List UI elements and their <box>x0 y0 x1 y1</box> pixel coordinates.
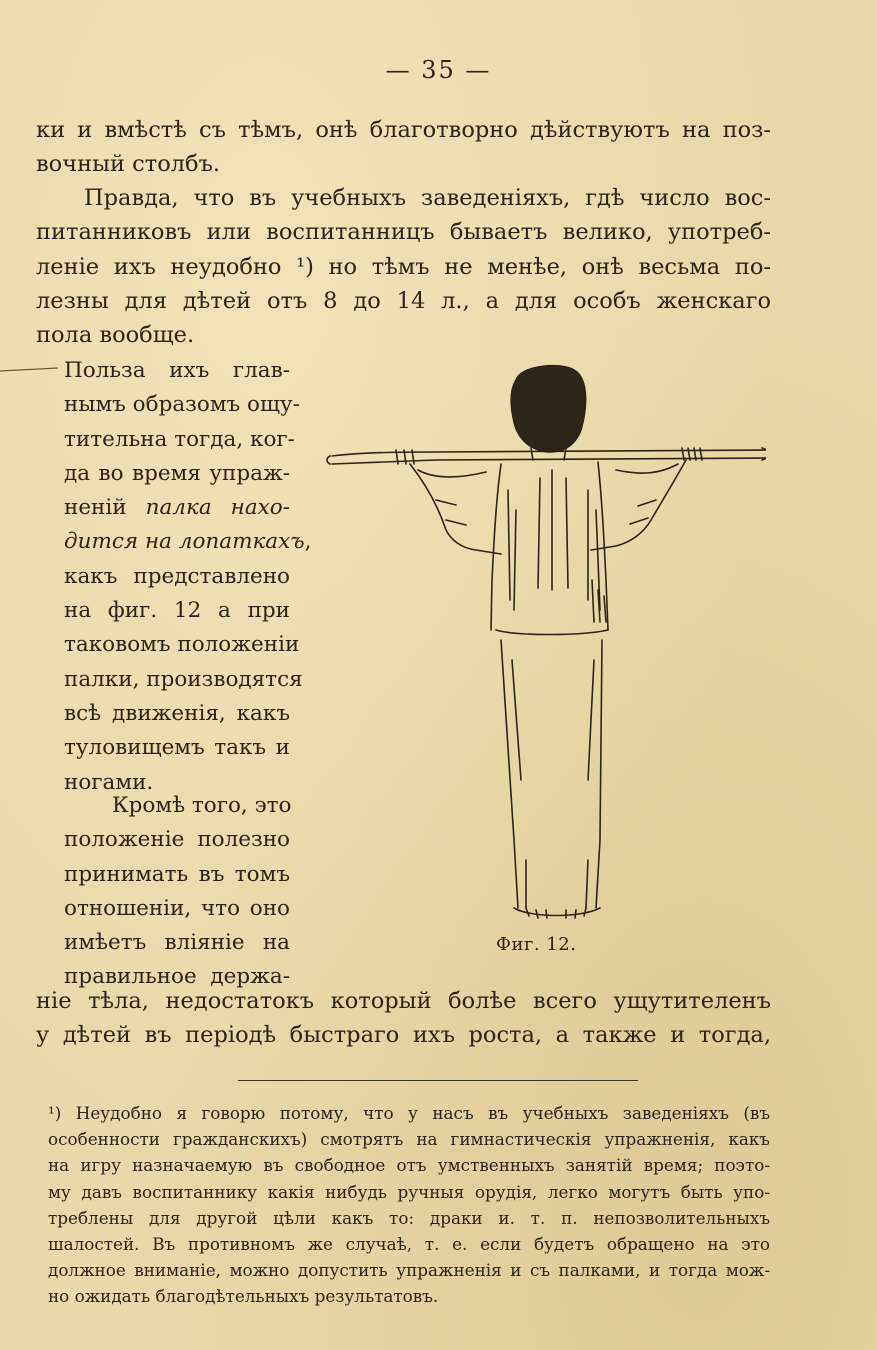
text-line: правильное держа- <box>64 964 290 990</box>
paragraph-pravda <box>36 181 771 352</box>
text-line-italic: неній палка нахо- <box>64 495 290 521</box>
footnote-line: но ожидать благодѣтельныхъ результатовъ. <box>48 1286 439 1307</box>
paragraph-krome <box>64 789 290 995</box>
footnote-line: ¹) Неудобно я говорю потому, что у насъ въ учебныхъ заведеніяхъ (въ <box>48 1103 770 1123</box>
figure-legs <box>501 640 602 908</box>
footnote-line: должное вниманіе, можно допустить упражненія и съ палками, и тогда мож- <box>48 1260 770 1281</box>
text-line: отношеніи, что оно <box>64 895 290 921</box>
figure-illustration <box>326 360 766 920</box>
footnote-line: на игру назначаемую въ свободное отъ умственныхъ занятій время; поэто- <box>48 1155 770 1176</box>
text-line: принимать въ томъ <box>64 861 290 887</box>
footnote-line: му давъ воспитаннику какія нибудь ручныя орудія, легко могутъ быть упо- <box>48 1181 770 1202</box>
paragraph-bottom <box>36 984 771 1053</box>
text-line: у дѣтей въ періодѣ быстраго ихъ роста, а также и тогда, <box>36 1022 771 1049</box>
footnote <box>48 1100 770 1310</box>
text-line: на фиг. 12 а при <box>64 598 290 624</box>
text-line-italic: дится на лопаткахъ, <box>64 529 312 555</box>
paragraph-polza <box>64 354 312 800</box>
text-line: палки, производятся <box>64 666 303 692</box>
page-number: — 35 — <box>385 56 492 84</box>
text-line: вочный столбъ. <box>36 151 221 178</box>
text-line: леніе ихъ неудобно ¹) но тѣмъ не менѣе, онѣ весьма по- <box>36 253 771 280</box>
text-line: Кромѣ того, это <box>112 793 292 818</box>
text-line: да во время упраж- <box>64 460 290 486</box>
text-line: таковомъ положеніи <box>64 632 300 658</box>
text-line: нымъ образомъ ощу- <box>64 392 300 418</box>
text-line: лезны для дѣтей отъ 8 до 14 л., а для особъ женскаго <box>36 287 771 314</box>
italic-phrase: палка нахо- <box>145 495 290 521</box>
text-line: всѣ движенія, какъ <box>64 700 290 726</box>
figure-head <box>511 366 585 452</box>
figure-caption: Фиг. 12. <box>496 934 577 955</box>
italic-phrase: дится на лопаткахъ <box>64 529 305 555</box>
pencil-mark <box>0 365 60 373</box>
text-line: ногами. <box>64 769 154 795</box>
text-line: питанниковъ или воспитанницъ бываетъ велико, употреб- <box>36 219 771 246</box>
footnote-line: треблены для другой цѣли какъ то: драки и. т. п. непозволительныхъ <box>48 1207 770 1228</box>
footnote-rule <box>238 1080 638 1081</box>
text-line: Правда, что въ учебныхъ заведеніяхъ, гдѣ число вос- <box>84 185 771 211</box>
text-line: Польза ихъ глав- <box>64 358 290 383</box>
text-line: ки и вмѣстѣ съ тѣмъ, онѣ благотворно дѣйствуютъ на поз- <box>36 117 771 143</box>
footnote-line: шалостей. Въ противномъ же случаѣ, т. е. если будетъ обращено на это <box>48 1234 770 1255</box>
text-line: туловищемъ такъ и <box>64 735 290 761</box>
figure-left-arm <box>410 464 501 554</box>
paragraph-top <box>36 113 771 182</box>
text-line: положеніе полезно <box>64 827 290 853</box>
text-line: ніе тѣла, недостатокъ который болѣе всего ущутителенъ <box>36 988 771 1014</box>
text-line: пола вообще. <box>36 322 195 349</box>
text-line: имѣетъ вліяніе на <box>64 930 290 956</box>
text-line: какъ представлено <box>64 563 290 589</box>
text-line: тительна тогда, ког- <box>64 426 295 452</box>
footnote-line: особенности гражданскихъ) смотрятъ на гимнастическія упражненія, какъ <box>48 1129 770 1150</box>
